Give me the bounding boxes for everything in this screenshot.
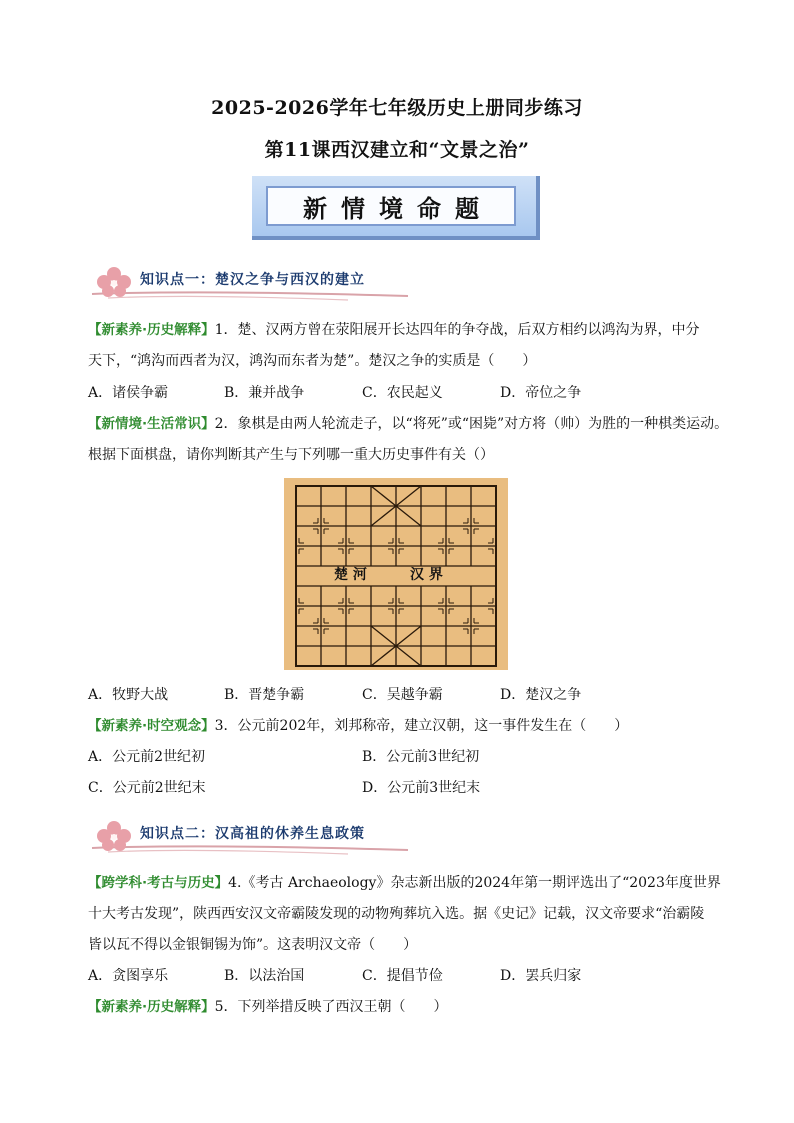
question-3-tag: 【新素养·时空观念】 — [88, 718, 215, 734]
chess-board-image — [284, 478, 508, 670]
option-d: D．公元前3世纪末 — [362, 780, 481, 796]
section-header-2 — [88, 818, 438, 858]
question-2-line-1: 【新情境·生活常识】2．象棋是由两人轮流走子，以“将死”或“困毙”对方将（帅）为胜的一种棋类运动。 — [88, 416, 729, 432]
lesson-title: 第11课西汉建立和“文景之治” — [264, 139, 530, 161]
question-4-line-2: 十大考古发现”，陕西西安汉文帝霸陵发现的动物殉葬坑入选。据《史记》记载，汉文帝要求“治霸陵 — [88, 906, 705, 922]
question-3-line-1: 【新素养·时空观念】3．公元前202年，刘邦称帝，建立汉朝，这一事件发生在（ ） — [88, 718, 629, 734]
option-d: D．楚汉之争 — [500, 687, 582, 703]
river-label-chu: 楚 河 — [334, 567, 367, 583]
question-1-tag: 【新素养·历史解释】 — [88, 322, 215, 338]
section-label-1: 知识点一：楚汉之争与西汉的建立 — [140, 272, 365, 288]
option-b: B．兼并战争 — [224, 385, 305, 401]
option-b: B．公元前3世纪初 — [362, 749, 480, 765]
option-d: D．罢兵归家 — [500, 968, 582, 984]
banner-box — [266, 186, 516, 226]
question-1-line-2: 天下，“鸿沟而西者为汉，鸿沟而东者为楚”。楚汉之争的实质是（ ） — [88, 353, 537, 369]
question-1-line-1: 【新素养·历史解释】1．楚、汉两方曾在荥阳展开长达四年的争夺战，后双方相约以鸿沟为界，中分 — [88, 322, 700, 338]
question-5-tag: 【新素养·历史解释】 — [88, 999, 215, 1015]
question-4-line-3: 皆以瓦不得以金银铜锡为饰”。这表明汉文帝（ ） — [88, 937, 418, 953]
question-4-tag: 【跨学科·考古与历史】 — [88, 875, 229, 891]
option-c: C．提倡节俭 — [362, 968, 443, 984]
option-c: C．公元前2世纪末 — [88, 780, 206, 796]
option-a: A．贪图享乐 — [88, 968, 169, 984]
section-label-2: 知识点二：汉高祖的休养生息政策 — [140, 826, 365, 842]
option-a: A．公元前2世纪初 — [88, 749, 206, 765]
banner — [252, 176, 540, 240]
question-2-line-2: 根据下面棋盘，请你判断其产生与下列哪一重大历史事件有关（） — [88, 447, 494, 463]
section-header-1 — [88, 264, 438, 304]
question-4-line-1: 【跨学科·考古与历史】4.《考古 Archaeology》杂志新出版的2024年第一期评选出了“2023年度世界 — [88, 875, 721, 891]
banner-text: 新情境命题 — [303, 194, 493, 223]
option-a: A．牧野大战 — [88, 687, 169, 703]
question-5-line-1: 【新素养·历史解释】5．下列举措反映了西汉王朝（ ） — [88, 999, 448, 1015]
option-b: B．以法治国 — [224, 968, 305, 984]
chess-board-grid — [284, 478, 508, 670]
option-c: C．吴越争霸 — [362, 687, 443, 703]
river-label-han: 汉 界 — [410, 567, 443, 583]
question-2-tag: 【新情境·生活常识】 — [88, 416, 215, 432]
option-a: A．诸侯争霸 — [88, 385, 169, 401]
option-b: B．晋楚争霸 — [224, 687, 305, 703]
option-d: D．帝位之争 — [500, 385, 582, 401]
option-c: C．农民起义 — [362, 385, 443, 401]
document-title: 2025-2026学年七年级历史上册同步练习 — [211, 97, 583, 119]
